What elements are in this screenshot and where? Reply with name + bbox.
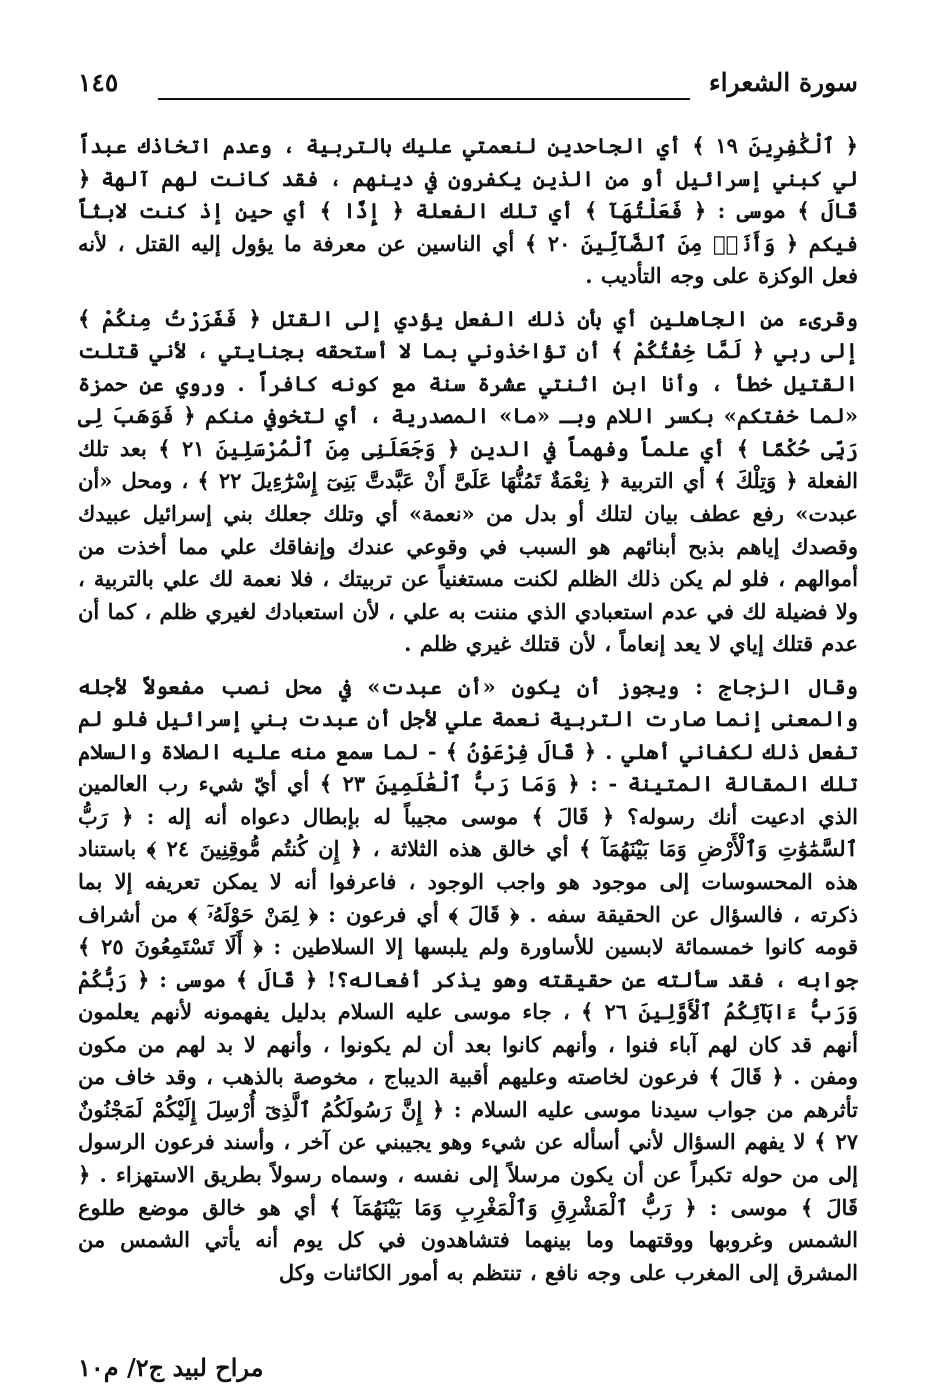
paragraph-3 xyxy=(78,671,858,1289)
header-rule xyxy=(158,98,690,100)
page-footer-signature: مراح لبيد ج٢/ م١٠ xyxy=(78,1353,264,1382)
page-header xyxy=(78,68,858,104)
paragraph-1 xyxy=(78,130,858,293)
paragraph-text: ﴿ ٱلْكَٰفِرِينَ ١٩ ﴾ أي الجاحدين لنعمتي عليك بالتربية ، وعدم اتخاذك عبداً لي كبني إسرائيل أو من الذين يكفرون في دينهم ، فقد كانت لهم آلهة ﴿ قَالَ ﴾ موسى : ﴿ فَعَلْتُهَآ ﴾ أي تلك الفعلة ﴿ إِذًا ﴾ أي حين إذ كنت لابثاً فيكم ﴿ وَأَنَا۠ مِنَ ٱلضَّآلِّينَ ٢٠ ﴾ أي الناسين عن معرفة ما يؤول إليه القتل ، لأنه فعل الوكزة على وجه التأديب . xyxy=(78,133,858,289)
surah-title: سورة الشعراء xyxy=(708,68,858,97)
paragraph-2 xyxy=(78,303,858,661)
paragraph-text: وقال الزجاج : ويجوز أن يكون «أن عبدت» في محل نصب مفعولاً لأجله والمعنى إنما صارت التربية نعمة علي لأجل أن عبدت بني إسرائيل فلو لم تفعل ذلك لكفاني أهلي . ﴿ قَالَ فِرْعَوْنُ ﴾ - لما سمع منه عليه الصلاة والسلام تلك المقالة المتينة - : ﴿ وَمَا رَبُّ ٱلْعَٰلَمِينَ ٢٣ ﴾ أي أيّ شيء رب العالمين الذي ادعيت أنك رسوله؟ ﴿ قَالَ ﴾ موسى مجيباً له بإبطال دعواه أنه إله : ﴿ رَبُّ ٱلسَّمَٰوَٰتِ وَٱلْأَرْضِ وَمَا بَيْنَهُمَآ ﴾ أي خالق هذه الثلاثة ، ﴿ إِن كُنتُم مُّوقِنِينَ ٢٤ ﴾ باستناد هذه المحسوسات إلى موجود هو واجب الوجود ، فاعرفوا أنه لا يمكن تعريفه إلا بما ذكرته ، فالسؤال عن الحقيقة سفه . ﴿ قَالَ ﴾ أي فرعون : ﴿ لِمَنْ حَوْلَهُۥٓ ﴾ من أشراف قومه كانوا خمسمائة لابسين للأساورة ولم يلبسها إلا السلاطين : ﴿ أَلَا تَسْتَمِعُونَ ٢٥ ﴾ جوابه ، فقد سألته عن حقيقته وهو يذكر أفعاله؟! ﴿ قَالَ ﴾ موسى : ﴿ رَبُّكُمْ وَرَبُّ ءَابَآئِكُمُ ٱلْأَوَّلِينَ ٢٦ ﴾ ، جاء موسى عليه السلام بدليل يفهمونه لأنهم يعلمون أنهم قد كان لهم آباء فنوا ، وأنهم كانوا بعد أن لم يكونوا ، وأنهم لا بد لهم من مكون ومفن . ﴿ قَالَ ﴾ فرعون لخاصته وعليهم أقبية الديباج ، مخوصة بالذهب ، وقد خاف من تأثرهم من جواب سيدنا موسى عليه السلام : ﴿ إِنَّ رَسُولَكُمُ ٱلَّذِىٓ أُرْسِلَ إِلَيْكُمْ لَمَجْنُونٌ ٢٧ ﴾ لا يفهم السؤال لأني أسأله عن شيء وهو يجيبني عن آخر ، وأسند فرعون الرسول إلى من حوله تكبراً عن أن يكون مرسلاً إلى نفسه ، وسماه رسولاً بطريق الاستهزاء . ﴿ قَالَ ﴾ موسى : ﴿ رَبُّ ٱلْمَشْرِقِ وَٱلْمَغْرِبِ وَمَا بَيْنَهُمَآ ﴾ أي هو خالق موضع طلوع الشمس وغروبها ووقتهما وما بينهما فتشاهدون في كل يوم أنه يأتي الشمس من المشرق إلى المغرب على وجه نافع ، تنتظم به أمور الكائنات وكل xyxy=(78,673,859,1285)
page-body xyxy=(78,130,858,1299)
page-number: ١٤٥ xyxy=(78,68,119,97)
paragraph-text: وقرىء من الجاهلين أي بأن ذلك الفعل يؤدي إلى القتل ﴿ فَفَرَرْتُ مِنكُمْ ﴾ إلى ربي ﴿ لَمَّا خِفْتُكُمْ ﴾ أن تؤاخذوني بما لا أستحقه بجنايتي ، لأني قتلت القتيل خطأ ، وأنا ابن اثنتي عشرة سنة مع كونه كافراً . وروي عن حمزة «لما خفتكم» بكسر اللام وبـ «ما» المصدرية ، أي لتخوفي منكم ﴿ فَوَهَبَ لِى رَبِّى حُكْمًا ﴾ أي علماً وفهماً في الدين ﴿ وَجَعَلَنِى مِنَ ٱلْمُرْسَلِينَ ٢١ ﴾ بعد تلك الفعلة ﴿ وَتِلْكَ ﴾ أي التربية ﴿ نِعْمَةٌ تَمُنُّهَا عَلَىَّ أَنْ عَبَّدتَّ بَنِىٓ إِسْرَٰٓءِيلَ ٢٢ ﴾ ، ومحل «أن عبدت» رفع عطف بيان لتلك أو بدل من «نعمة» أي وتلك جعلك بني إسرائيل عبيدك وقصدك إياهم بذبح أبنائهم هو السبب في وقوعي عندك وإنفاقك علي مما أخذت من أموالهم ، فلو لم يكن ذلك الظلم لكنت مستغنياً عن تربيتك ، فلا نعمة لك علي بالتربية ، ولا فضيلة لك في عدم استعبادي الذي مننت به علي ، لأن استعبادك لغيري ظلم ، كما أن عدم قتلك إياي لا يعد إنعاماً ، لأن قتلك غيري ظلم . xyxy=(78,305,858,657)
